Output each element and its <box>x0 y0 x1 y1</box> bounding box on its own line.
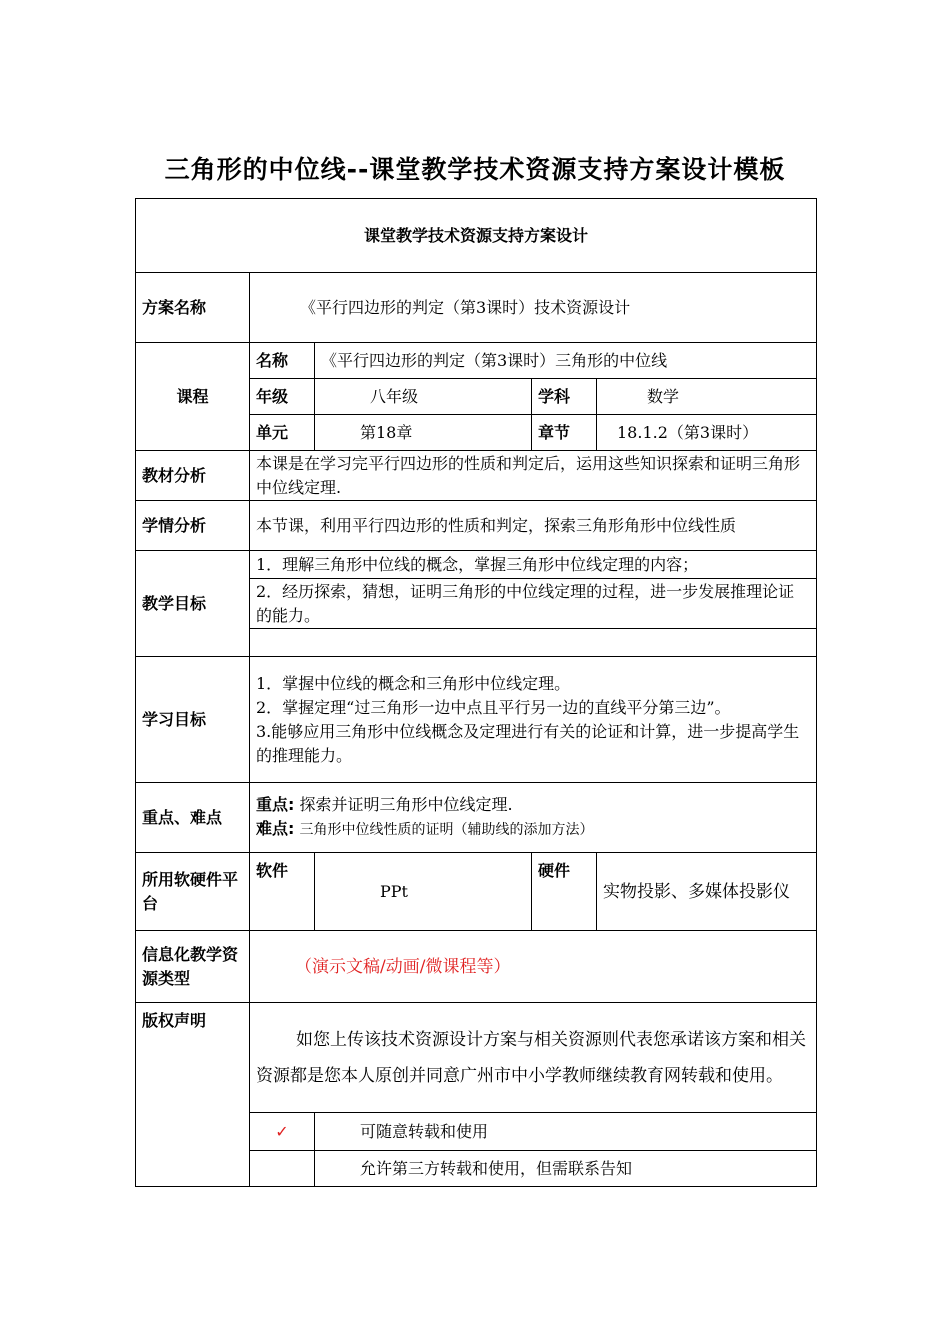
copyright-statement-row <box>136 1003 817 1113</box>
teaching-goal-row-1 <box>136 551 817 579</box>
option-1-check-icon[interactable]: ✓ <box>250 1113 315 1151</box>
resource-type-label: 信息化教学资源类型 <box>136 931 250 1003</box>
learning-goals-row <box>136 657 817 783</box>
document-title: 三角形的中位线--课堂教学技术资源支持方案设计模板 <box>164 155 786 184</box>
table-header: 课堂教学技术资源支持方案设计 <box>136 199 817 273</box>
scheme-name-row <box>136 273 817 343</box>
teaching-goal-item: 1．理解三角形中位线的概念，掌握三角形中位线定理的内容； <box>250 551 817 579</box>
difficult-value: 三角形中位线性质的证明（辅助线的添加方法） <box>299 822 594 838</box>
key-points-label: 重点、难点 <box>136 783 250 853</box>
learning-goals-label: 学习目标 <box>136 657 250 783</box>
platform-row <box>136 853 817 931</box>
course-name-label: 名称 <box>250 343 315 379</box>
subject-label: 学科 <box>532 379 597 415</box>
difficult-point-line <box>256 817 810 842</box>
key-point-line <box>256 793 810 817</box>
scheme-name-label: 方案名称 <box>136 273 250 343</box>
copyright-statement: 如您上传该技术资源设计方案与相关资源则代表您承诺该方案和相关资源都是您本人原创并同意广州市中小学教师继续教育网转载和使用。 <box>250 1003 817 1113</box>
teaching-goal-item <box>250 629 817 657</box>
unit-value: 第18章 <box>315 415 532 451</box>
key-points-value <box>250 783 817 853</box>
course-name-row <box>136 343 817 379</box>
textbook-analysis-label: 教材分析 <box>136 451 250 501</box>
key-value: 探索并证明三角形中位线定理. <box>299 795 513 814</box>
grade-value: 八年级 <box>315 379 532 415</box>
unit-label: 单元 <box>250 415 315 451</box>
platform-label: 所用软硬件平台 <box>136 853 250 931</box>
textbook-analysis-row <box>136 451 817 501</box>
learning-goal-item: 3.能够应用三角形中位线概念及定理进行有关的论证和计算，进一步提高学生的推理能力。 <box>256 721 800 765</box>
plan-table <box>135 198 817 1187</box>
key-points-row <box>136 783 817 853</box>
grade-label: 年级 <box>250 379 315 415</box>
textbook-analysis-value: 本课是在学习完平行四边形的性质和判定后，运用这些知识探索和证明三角形中位线定理. <box>250 451 817 501</box>
section-value: 18.1.2（第3课时） <box>597 415 817 451</box>
subject-value: 数学 <box>597 379 817 415</box>
student-analysis-row <box>136 501 817 551</box>
teaching-goal-item: 2．经历探索，猜想，证明三角形的中位线定理的过程，进一步发展推理论证的能力。 <box>250 579 817 629</box>
difficult-label: 难点: <box>256 819 295 838</box>
course-label: 课程 <box>136 343 250 451</box>
option-2-check-box[interactable] <box>250 1151 315 1187</box>
copyright-label: 版权声明 <box>136 1003 250 1187</box>
option-2-text: 允许第三方转载和使用，但需联系告知 <box>315 1151 817 1187</box>
option-1-text: 可随意转载和使用 <box>315 1113 817 1151</box>
hardware-value: 实物投影、多媒体投影仪 <box>597 853 817 931</box>
section-label: 章节 <box>532 415 597 451</box>
teaching-goals-label: 教学目标 <box>136 551 250 657</box>
scheme-name-value: 《平行四边形的判定（第3课时）技术资源设计 <box>250 273 817 343</box>
software-label: 软件 <box>250 853 315 931</box>
learning-goals-value <box>250 657 817 783</box>
software-value: PPt <box>315 853 532 931</box>
key-label: 重点: <box>256 795 295 814</box>
course-name-value: 《平行四边形的判定（第3课时）三角形的中位线 <box>315 343 817 379</box>
student-analysis-label: 学情分析 <box>136 501 250 551</box>
hardware-label: 硬件 <box>532 853 597 931</box>
table-header-row <box>136 199 817 273</box>
learning-goal-item: 2．掌握定理“过三角形一边中点且平行另一边的直线平分第三边”。 <box>256 697 731 717</box>
resource-type-value: （演示文稿/动画/微课程等） <box>250 931 817 1003</box>
resource-type-row <box>136 931 817 1003</box>
student-analysis-value: 本节课，利用平行四边形的性质和判定，探索三角形角形中位线性质 <box>250 501 817 551</box>
learning-goal-item: 1．掌握中位线的概念和三角形中位线定理。 <box>256 673 571 693</box>
